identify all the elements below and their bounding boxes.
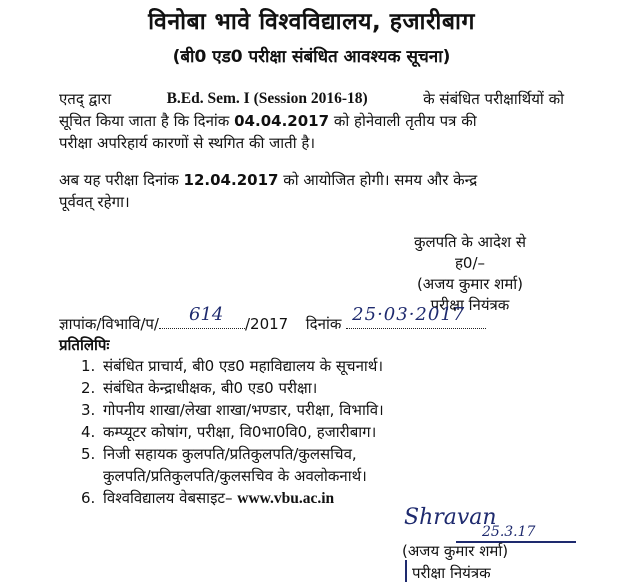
- p2-line-1: अब यह परीक्षा दिनांक 12.04.2017 को आयोजित होगी। समय और केन्द्र: [59, 171, 478, 189]
- copy-to-list: [81, 355, 384, 510]
- memo-date-handwritten: 25·03·2017: [352, 304, 466, 325]
- list-item: 3. गोपनीय शाखा/लेखा शाखा/भण्डार, परीक्षा, विभावि।: [81, 401, 384, 419]
- by-order-text: कुलपति के आदेश से: [413, 233, 527, 251]
- signature-date: 25.3.17: [482, 524, 536, 540]
- notice-paragraph-2: [59, 169, 564, 213]
- university-title: विनोबा भावे विश्वविद्यालय, हजारीबाग: [148, 9, 475, 35]
- list-item: 6. विश्वविद्यालय वेबसाइट– www.vbu.ac.in: [81, 489, 335, 507]
- memo-number-field: [159, 304, 245, 329]
- signed-mark: ह0/–: [454, 254, 486, 272]
- officer-name: (अजय कुमार शर्मा): [416, 275, 524, 293]
- signatory-name: (अजय कुमार शर्मा): [402, 542, 509, 560]
- list-item-continuation: कुलपति/प्रतिकुलपति/कुलसचिव के अवलोकनार्थ।: [103, 467, 367, 485]
- notice-subtitle: (बी0 एड0 परीक्षा संबंधित आवश्यक सूचना): [172, 47, 451, 67]
- officer-designation: परीक्षा नियंत्रक: [430, 296, 510, 314]
- list-item: 4. कम्प्यूटर कोषांग, परीक्षा, वि0भा0वि0, हजारीबाग।: [81, 423, 377, 441]
- postponed-exam-date: 04.04.2017: [234, 112, 330, 130]
- copy-to-label: प्रतिलिपिः: [59, 336, 110, 354]
- memo-year: /2017: [245, 315, 289, 333]
- p1-line-2: सूचित किया जाता है कि दिनांक 04.04.2017 को होनेवाली तृतीय पत्र की: [59, 112, 477, 130]
- notice-paragraph-1: [59, 88, 564, 154]
- course-session: B.Ed. Sem. I (Session 2016-18): [166, 90, 368, 107]
- handwritten-signature: Shravan: [404, 505, 497, 530]
- p1-line-1: एतद् द्वारा B.Ed. Sem. I (Session 2016-18) के संबंधित परीक्षार्थियों को: [59, 90, 564, 108]
- list-item: 5. निजी सहायक कुलपति/प्रतिकुलपति/कुलसचिव,: [81, 445, 357, 463]
- website-link[interactable]: www.vbu.ac.in: [237, 490, 335, 507]
- p2-line-2: पूर्ववत् रहेगा।: [59, 193, 130, 211]
- memo-line: [59, 304, 486, 334]
- memo-number-handwritten: 614: [189, 304, 224, 325]
- new-exam-date: 12.04.2017: [183, 171, 279, 189]
- list-item: 1. संबंधित प्राचार्य, बी0 एड0 महाविद्यालय के सूचनार्थ।: [81, 357, 384, 375]
- signature-mark: [405, 560, 407, 582]
- memo-date-field: [346, 304, 486, 329]
- p1-line-3: परीक्षा अपरिहार्य कारणों से स्थगित की जाती है।: [59, 134, 316, 152]
- list-item: 2. संबंधित केन्द्राधीक्षक, बी0 एड0 परीक्षा।: [81, 379, 318, 397]
- signatory-designation: परीक्षा नियंत्रक: [412, 564, 491, 582]
- memo-date-label: दिनांक: [305, 315, 342, 333]
- memo-prefix: ज्ञापांक/विभावि/प/: [59, 315, 159, 333]
